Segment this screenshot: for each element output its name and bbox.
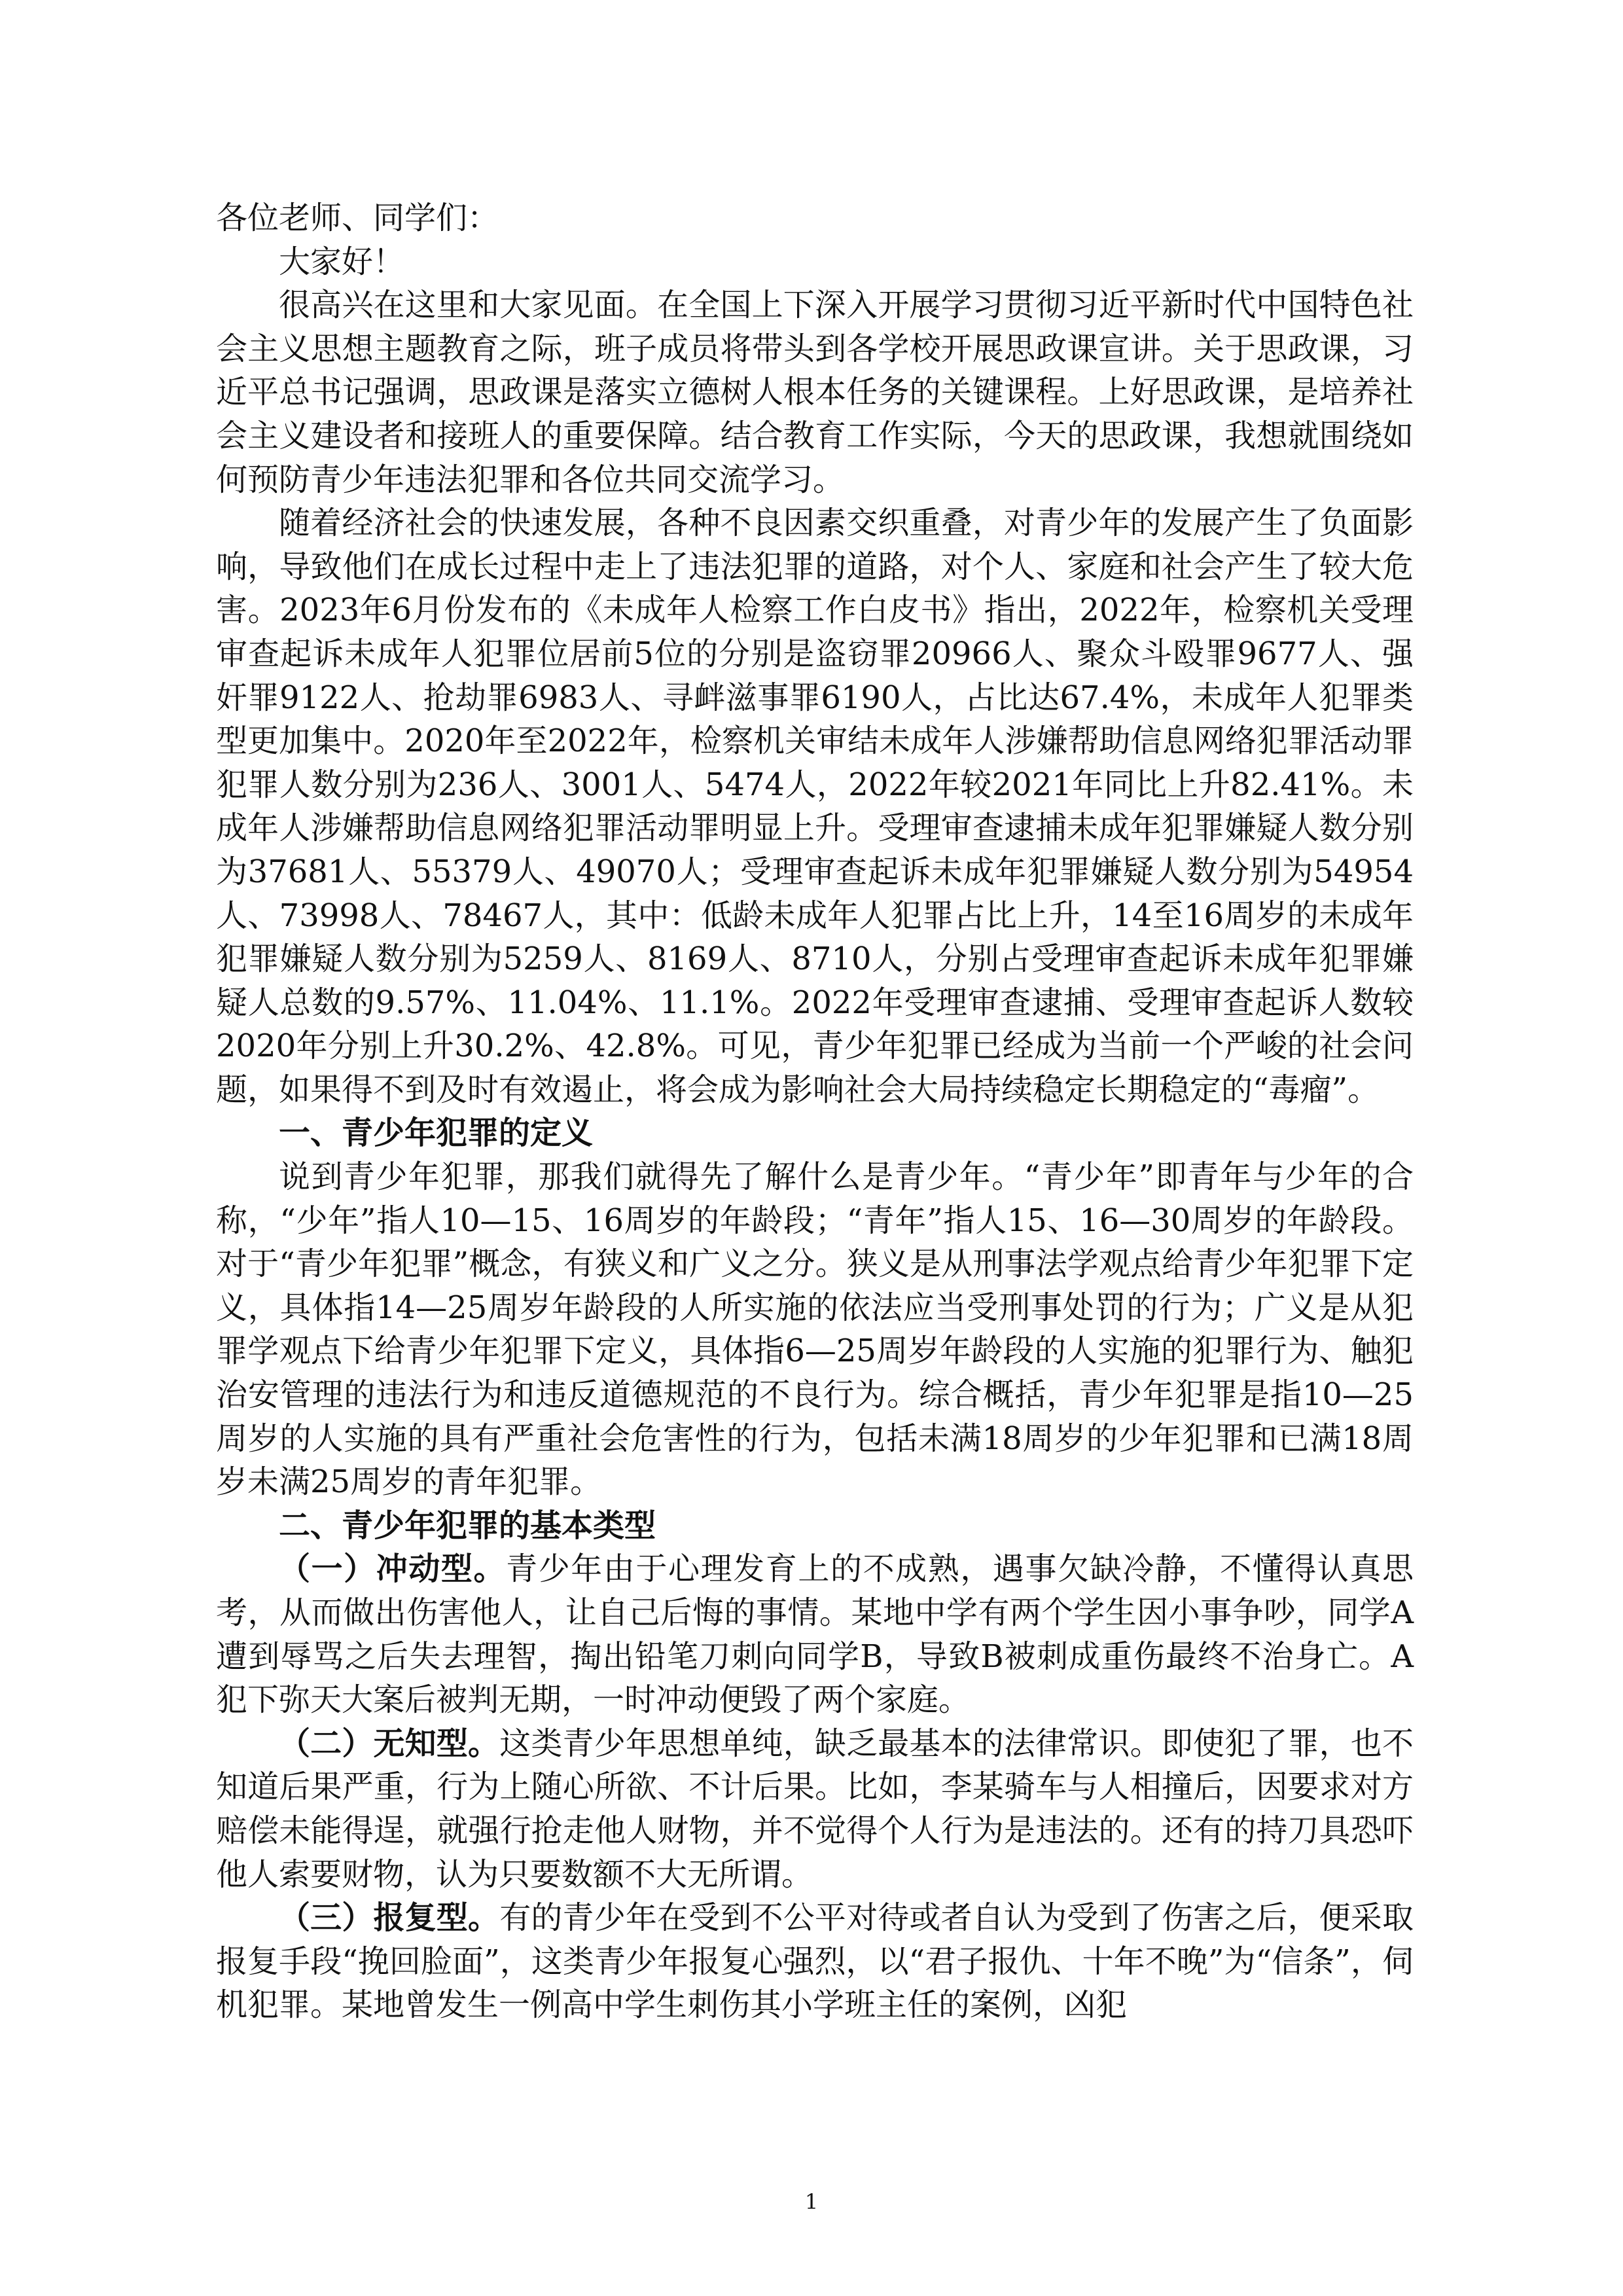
type-text: 青少年由于心理发育上的不成熟，遇事欠缺冷静，不懂得认真思考，从而做出伤害他人，让自己后悔的事情。某地中学有两个学生因小事争吵，同学A遭到辱骂之后失去理智，掏出铅笔刀刺向同学B，导致B被刺成重伤最终不治身亡。A犯下弥天大案后被判无期，一时冲动便毁了两个家庭。 (216, 1551, 1414, 1719)
paragraph-definition: 说到青少年犯罪，那我们就得先了解什么是青少年。“青少年”即青年与少年的合称，“少年”指人10—15、16周岁的年龄段；“青年”指人15、16—30周岁的年龄段。对于“青少年犯罪”概念，有狭义和广义之分。狭义是从刑事法学观点给青少年犯罪下定义，具体指14—25周岁年龄段的人所实施的依法应当受刑事处罚的行为；广义是从犯罪学观点下给青少年犯罪下定义，具体指6—25周岁年龄段的人实施的犯罪行为、触犯治安管理的违法行为和违反道德规范的不良行为。综合概括，青少年犯罪是指10—25周岁的人实施的具有严重社会危害性的行为，包括未满18周岁的少年犯罪和已满18周岁未满25周岁的青年犯罪。 (216, 1158, 1414, 1501)
document-body (216, 196, 1414, 2027)
paragraph-intro: 很高兴在这里和大家见面。在全国上下深入开展学习贯彻习近平新时代中国特色社会主义思想主题教育之际，班子成员将带头到各学校开展思政课宣讲。关于思政课，习近平总书记强调，思政课是落实立德树人根本任务的关键课程。上好思政课，是培养社会主义建设者和接班人的重要保障。结合教育工作实际，今天的思政课，我想就围绕如何预防青少年违法犯罪和各位共同交流学习。 (216, 287, 1414, 498)
paragraph-statistics: 随着经济社会的快速发展，各种不良因素交织重叠，对青少年的发展产生了负面影响，导致他们在成长过程中走上了违法犯罪的道路，对个人、家庭和社会产生了较大危害。2023年6月份发布的《未成年人检察工作白皮书》指出，2022年，检察机关受理审查起诉未成年人犯罪位居前5位的分别是盗窃罪20966人、聚众斗殴罪9677人、强奸罪9122人、抢劫罪6983人、寻衅滋事罪6190人，占比达67.4%，未成年人犯罪类型更加集中。2020年至2022年，检察机关审结未成年人涉嫌帮助信息网络犯罪活动罪犯罪人数分别为236人、3001人、5474人，2022年较2021年同比上升82.41%。未成年人涉嫌帮助信息网络犯罪活动罪明显上升。受理审查逮捕未成年犯罪嫌疑人数分别为37681人、55379人、49070人；受理审查起诉未成年犯罪嫌疑人数分别为54954人、73998人、78467人，其中：低龄未成年人犯罪占比上升，14至16周岁的未成年犯罪嫌疑人数分别为5259人、8169人、8710人，分别占受理审查起诉未成年犯罪嫌疑人总数的9.57%、11.04%、11.1%。2022年受理审查逮捕、受理审查起诉人数较2020年分别上升30.2%、42.8%。可见，青少年犯罪已经成为当前一个严峻的社会问题，如果得不到及时有效遏止，将会成为影响社会大局持续稳定长期稳定的“毒瘤”。 (216, 505, 1414, 1108)
section-heading-definition: 一、青少年犯罪的定义 (279, 1115, 594, 1152)
type-label: （三）报复型。 (279, 1899, 500, 1937)
greeting: 大家好！ (279, 243, 405, 280)
type-label: （一）冲动型。 (279, 1551, 507, 1588)
type-text: 有的青少年在受到不公平对待或者自认为受到了伤害之后，便采取报复手段“挽回脸面”，这类青少年报复心强烈，以“君子报仇、十年不晚”为“信条”，伺机犯罪。某地曾发生一例高中学生刺伤其小学班主任的案例，凶犯 (216, 1899, 1414, 2024)
type-item-ignorant (216, 1722, 1414, 1896)
type-item-revenge (216, 1896, 1414, 2027)
salutation: 各位老师、同学们： (216, 200, 499, 236)
page-number: 1 (804, 2189, 819, 2214)
type-label: （二）无知型。 (279, 1725, 500, 1762)
type-item-impulsive (216, 1547, 1414, 1721)
type-text: 这类青少年思想单纯，缺乏最基本的法律常识。即使犯了罪，也不知道后果严重，行为上随心所欲、不计后果。比如，李某骑车与人相撞后，因要求对方赔偿未能得逞，就强行抢走他人财物，并不觉得个人行为是违法的。还有的持刀具恐吓他人索要财物，认为只要数额不大无所谓。 (216, 1725, 1414, 1893)
section-heading-types: 二、青少年犯罪的基本类型 (279, 1507, 656, 1544)
